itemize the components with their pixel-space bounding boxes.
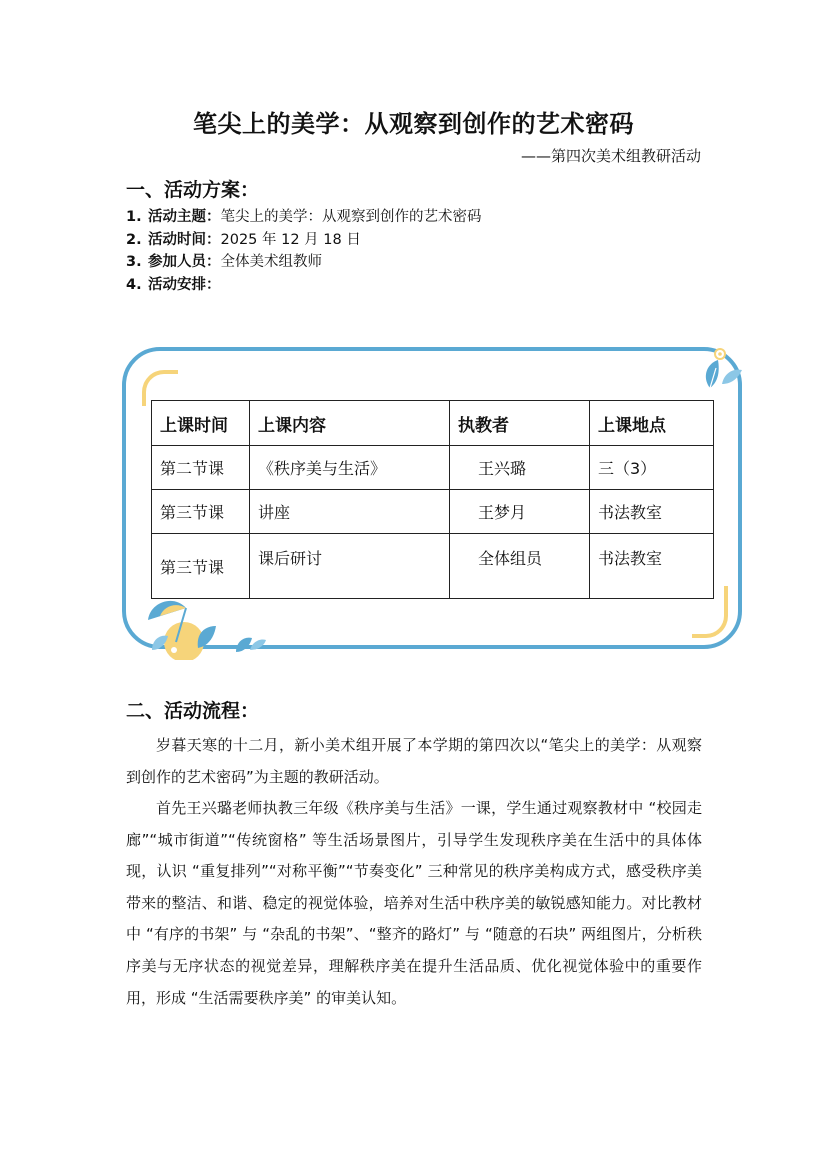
- table-cell: 全体组员: [450, 534, 590, 599]
- table-cell: 第三节课: [152, 534, 250, 599]
- table-row: [152, 534, 714, 599]
- table-header-cell: 上课内容: [250, 401, 450, 446]
- table-cell: 第二节课: [152, 446, 250, 490]
- table-cell: 《秩序美与生活》: [250, 446, 450, 490]
- table-cell: 第三节课: [152, 490, 250, 534]
- list-item: 4. 活动安排：: [126, 276, 221, 293]
- table-header-cell: 执教者: [450, 401, 590, 446]
- umbrella-icon: [140, 592, 270, 660]
- table-cell: 书法教室: [590, 534, 714, 599]
- table-row: [152, 490, 714, 534]
- table-cell: 王兴璐: [450, 446, 590, 490]
- table-header-cell: 上课地点: [590, 401, 714, 446]
- section-heading-plan: 一、活动方案：: [126, 179, 260, 201]
- document-title: 笔尖上的美学：从观察到创作的艺术密码: [193, 109, 634, 138]
- schedule-table: [151, 400, 714, 599]
- body-paragraph: 岁暮天寒的十二月，新小美术组开展了本学期的第四次以“笔尖上的美学：从观察到创作的艺术密码”为主题的教研活动。: [126, 736, 702, 786]
- table-cell: 课后研讨: [250, 534, 450, 599]
- table-cell: 王梦月: [450, 490, 590, 534]
- body-paragraph: 首先王兴璐老师执教三年级《秩序美与生活》一课，学生通过观察教材中 “校园走廊”“城市街道”“传统窗格” 等生活场景图片，引导学生发现秩序美在生活中的具体体现，认识 “重复排列”“对称平衡”“节奏变化” 三种常见的秩序美构成方式，感受秩序美带来的整洁、和谐、稳定的视觉体验，培养对生活中秩序美的敏锐感知能力。对比教材中 “有序的书架” 与 “杂乱的书架”、“整齐的路灯” 与 “随意的石块” 两组图片，分析秩序美与无序状态的视觉差异，理解秩序美在提升生活品质、优化视觉体验中的重要作用，形成 “生活需要秩序美” 的审美认知。: [126, 799, 702, 1007]
- table-cell: 三（3）: [590, 446, 714, 490]
- table-header-row: [152, 401, 714, 446]
- table-cell: 讲座: [250, 490, 450, 534]
- table-cell: 书法教室: [590, 490, 714, 534]
- list-item: 1. 活动主题：笔尖上的美学：从观察到创作的艺术密码: [126, 209, 482, 225]
- leaf-icon: [696, 344, 746, 390]
- document-subtitle: ——第四次美术组教研活动: [520, 147, 701, 165]
- section-heading-process: 二、活动流程：: [126, 700, 260, 722]
- list-item: 3. 参加人员：全体美术组教师: [126, 254, 322, 270]
- list-item: 2. 活动时间：2025 年 12 月 18 日: [126, 231, 361, 248]
- plan-list: [126, 206, 482, 296]
- table-header-cell: 上课时间: [152, 401, 250, 446]
- table-row: [152, 446, 714, 490]
